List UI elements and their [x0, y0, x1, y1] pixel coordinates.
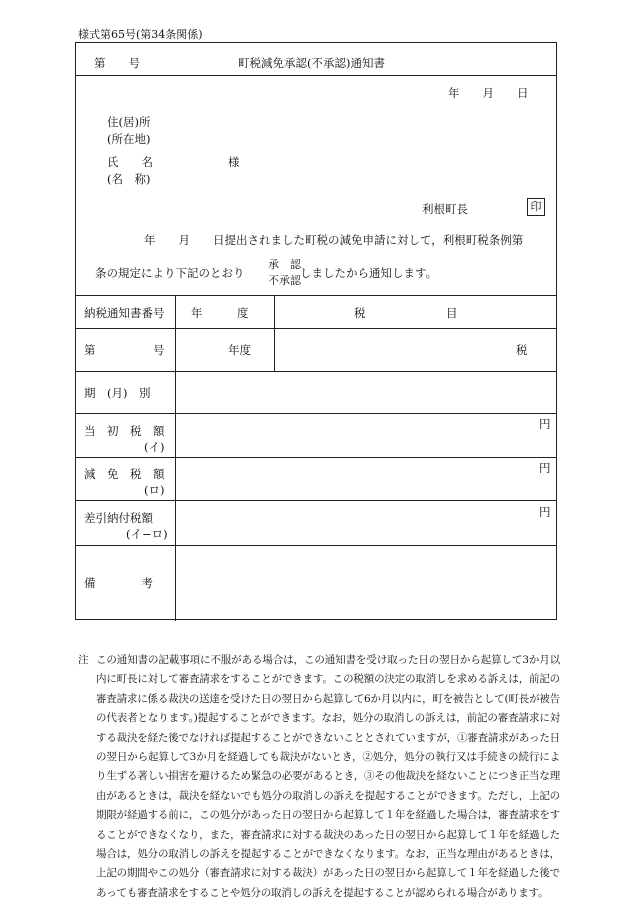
- fiscal-year-field: 年度: [228, 343, 251, 357]
- net-payment-formula: (イ−ロ): [126, 527, 168, 541]
- honorific-sama: 様: [228, 155, 240, 169]
- reduction-amount-mark: (ロ): [144, 483, 165, 497]
- approve-option: 承 認: [268, 258, 301, 271]
- tax-type-field: 税: [516, 343, 528, 357]
- disapprove-option: 不承認: [268, 274, 301, 287]
- header-divider: [76, 75, 556, 76]
- table-row-divider: [76, 328, 556, 329]
- table-row-divider: [76, 500, 556, 501]
- tax-item-header: 税 目: [354, 306, 458, 320]
- table-top-border: [76, 295, 556, 296]
- reduction-amount-unit: 円: [539, 461, 551, 475]
- issue-date-label: 年 月 日: [448, 86, 529, 100]
- remarks-label: 備 考: [84, 576, 153, 590]
- period-label: 期 (月) 別: [84, 386, 151, 400]
- fiscal-year-header: 年 度: [191, 306, 249, 320]
- document-number-label: 第 号: [94, 56, 140, 70]
- issuer-name: 利根町長: [422, 202, 468, 216]
- notice-marker: 注: [78, 654, 89, 666]
- table-row-divider: [76, 413, 556, 414]
- table-row-divider: [76, 457, 556, 458]
- initial-tax-unit: 円: [539, 417, 551, 431]
- entity-name-label: (名 称): [107, 172, 151, 186]
- body-text-line2-end: しましたから通知します。: [300, 266, 438, 280]
- address-label: 住(居)所: [107, 115, 151, 129]
- net-payment-unit: 円: [539, 505, 551, 519]
- body-text-line1: 年 月 日提出されました町税の減免申請に対して，利根町税条例第: [144, 233, 524, 247]
- legal-notice: [78, 651, 560, 903]
- name-label: 氏 名: [107, 155, 153, 169]
- seal-mark: 印: [527, 198, 545, 216]
- table-year-column-divider: [274, 295, 275, 371]
- tax-notice-number-label: 納税通知書番号: [84, 306, 165, 320]
- form-number: 様式第65号(第34条関係): [78, 28, 203, 41]
- table-label-column-divider: [175, 295, 176, 621]
- notice-number-field: 第 号: [84, 343, 165, 357]
- initial-tax-mark: (イ): [144, 440, 165, 454]
- table-row-divider: [76, 371, 556, 372]
- reduction-amount-label: 減 免 税 額: [84, 467, 165, 481]
- net-payment-label: 差引納付税額: [84, 511, 153, 525]
- table-row-divider: [76, 545, 556, 546]
- document-title: 町税減免承認(不承認)通知書: [238, 56, 385, 70]
- notice-form: [75, 42, 557, 620]
- location-label: (所在地): [107, 132, 151, 146]
- initial-tax-label: 当 初 税 額: [84, 424, 165, 438]
- notice-text: この通知書の記載事項に不服がある場合は，この通知書を受け取った日の翌日から起算して3か月以内に町長に対して審査請求をすることができます。この税額の決定の取消しを求める訴えは，前記の審査請求に係る裁決の送達を受けた日の翌日から起算して6か月以内に，町を被告として(町長が被告の代表者となります。)提起することができます。なお，処分の取消しの訴えは，前記の審査請求に対する裁決を経た後でなければ提起することができないこととされていますが，①審査請求があった日の翌日から起算して3か月を経過しても裁決がないとき，②処分，処分の執行又は手続きの続行により生ずる著しい損害を避けるため緊急の必要があるとき，③その他裁決を経ないことにつき正当な理由があるときは，裁決を経ないでも処分の取消しの訴えを提起することができます。ただし，上記の期限が経過する前に，この処分があった日の翌日から起算して１年を経過した場合は，審査請求をすることができなくなり，また，審査請求に対する裁決のあった日の翌日から起算して１年を経過した場合は，処分の取消しの訴えを提起することができなくなります。なお，正当な理由があるときは，上記の期間やこの処分（審査請求に対する裁決）があった日の翌日から起算して１年を経過した後であっても審査請求をすることや処分の取消しの訴えを提起することが認められる場合があります。: [96, 654, 560, 899]
- body-text-line2: 条の規定により下記のとおり: [95, 266, 245, 280]
